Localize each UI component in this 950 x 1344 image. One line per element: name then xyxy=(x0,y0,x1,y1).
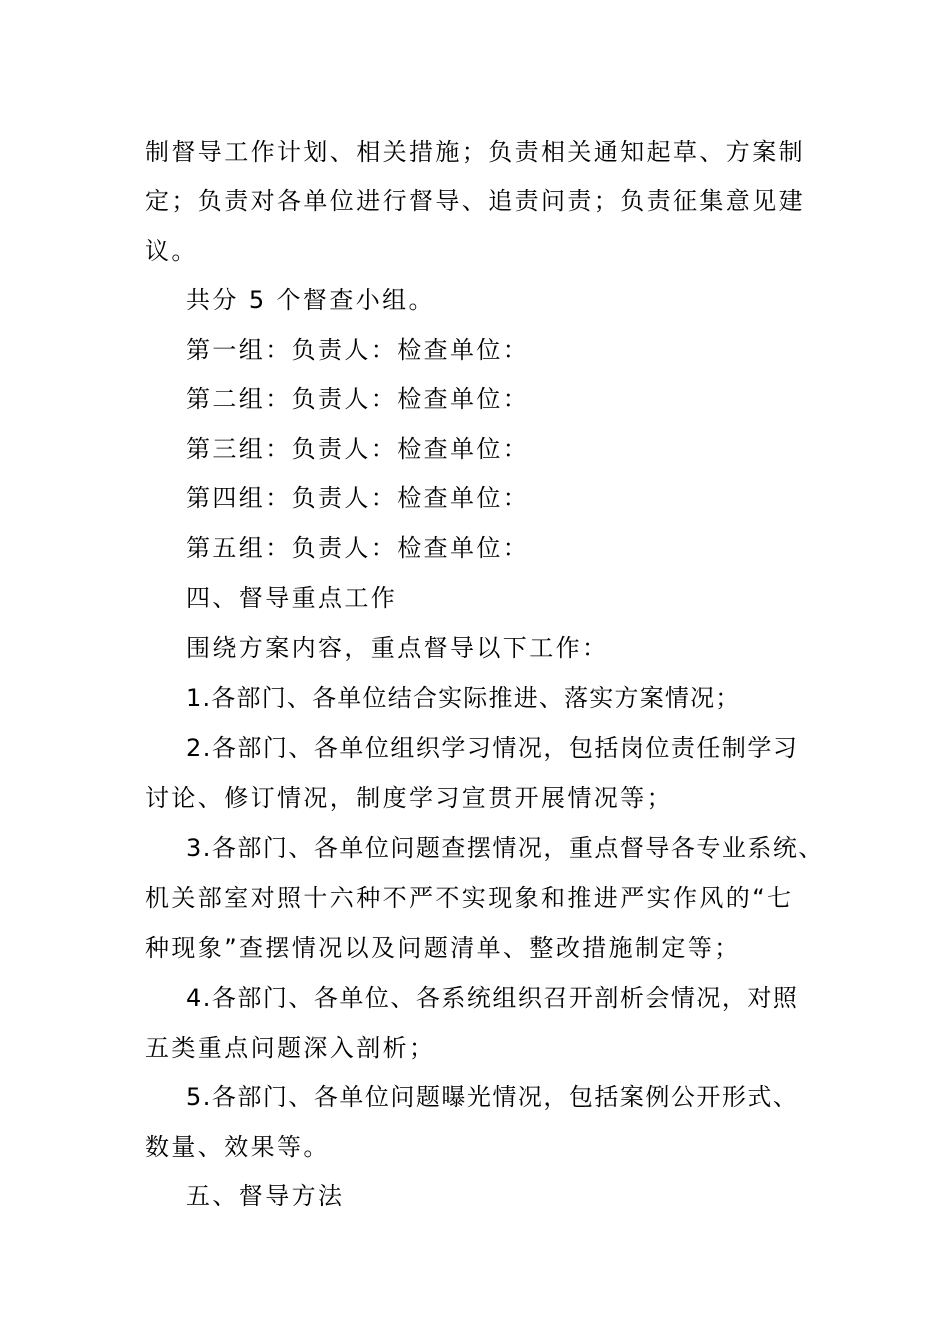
list-item: 4.各部门、各单位、各系统组织召开剖析会情况，对照 xyxy=(186,984,799,1012)
paragraph-line: 共分 5 个督查小组。 xyxy=(186,286,435,314)
list-item: 2.各部门、各单位组织学习情况，包括岗位责任制学习 xyxy=(186,734,799,762)
paragraph-line: 议。 xyxy=(145,237,198,265)
paragraph-line: 制督导工作计划、相关措施；负责相关通知起草、方案制 xyxy=(145,138,805,166)
list-item-continuation: 数量、效果等。 xyxy=(145,1133,330,1161)
paragraph-line: 定；负责对各单位进行督导、追责问责；负责征集意见建 xyxy=(145,187,805,215)
list-item-continuation: 机关部室对照十六种不严不实现象和推进严实作风的“七 xyxy=(145,884,794,912)
list-item-continuation: 讨论、修订情况，制度学习宣贯开展情况等； xyxy=(145,784,673,812)
list-item-continuation: 种现象”查摆情况以及问题清单、整改措施制定等； xyxy=(145,934,741,962)
section-heading: 四、督导重点工作 xyxy=(186,584,398,612)
list-item-continuation: 五类重点问题深入剖析； xyxy=(145,1034,436,1062)
list-item: 3.各部门、各单位问题查摆情况，重点督导各专业系统、 xyxy=(186,834,824,862)
list-item: 5.各部门、各单位问题曝光情况，包括案例公开形式、 xyxy=(186,1083,799,1111)
group-line: 第二组：负责人：检查单位： xyxy=(186,385,530,413)
section-heading: 五、督导方法 xyxy=(186,1182,345,1210)
group-line: 第四组：负责人：检查单位： xyxy=(186,484,530,512)
group-line: 第五组：负责人：检查单位： xyxy=(186,534,530,562)
group-line: 第一组：负责人：检查单位： xyxy=(186,336,530,364)
list-item: 1.各部门、各单位结合实际推进、落实方案情况； xyxy=(186,684,741,712)
group-line: 第三组：负责人：检查单位： xyxy=(186,435,530,463)
paragraph-line: 围绕方案内容，重点督导以下工作： xyxy=(186,634,609,662)
